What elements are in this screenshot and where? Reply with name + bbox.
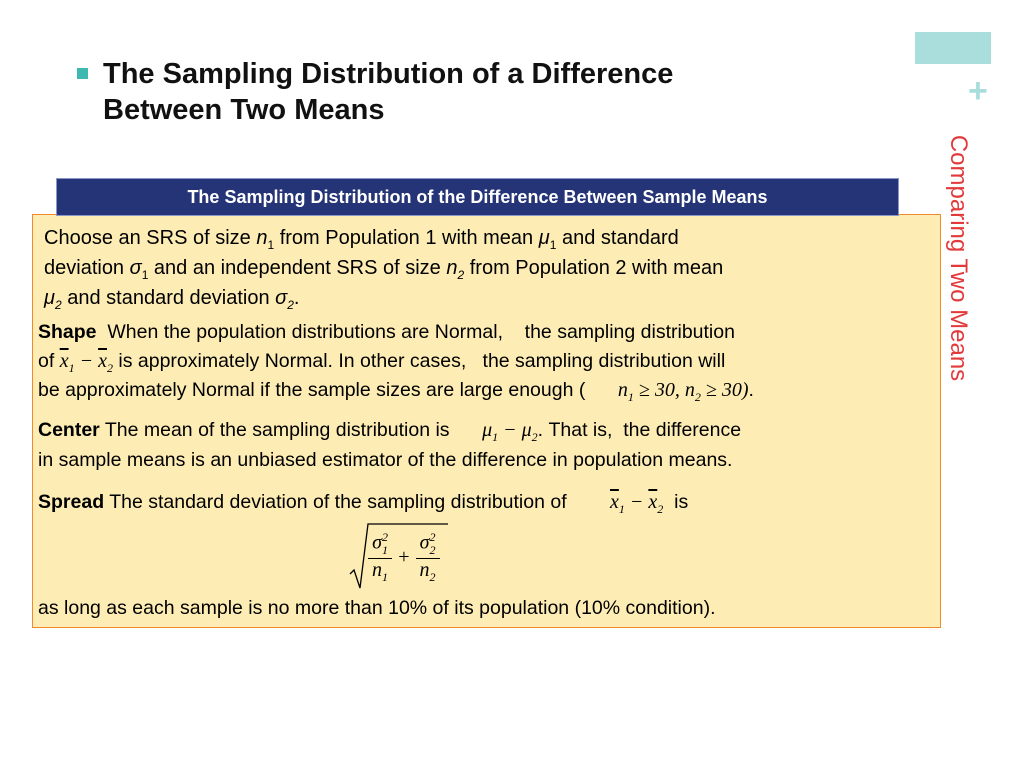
shape-label: Shape — [38, 321, 97, 343]
center-line-1: Center The mean of the sampling distribution is $\mu_1 - \mu_2$. That is, the difference — [38, 419, 742, 444]
spread-label: Spread — [38, 491, 105, 513]
spread-condition: as long as each sample is no more than 10% of its population (10% condition). — [38, 597, 716, 619]
bullet-icon — [77, 68, 88, 79]
shape-line-3: be approximately Normal if the sample sizes are large enough ( $n_1 \ge 30$, $n_2 \ge 30$). — [38, 379, 754, 404]
heading-line-2: Between Two Means — [103, 94, 385, 126]
xbar-diff-formula-2: $\overline{x}_1 - \overline{x}_2$ — [609, 491, 664, 516]
shape-line-2: of $\overline{x}_1 - \overline{x}_2$ is approximately Normal. In other cases, the sampling distribution will — [38, 350, 726, 375]
heading-line-1: The Sampling Distribution of a Difference — [103, 58, 674, 90]
spread-line-1: Spread The standard deviation of the sampling distribution of $\overline{x}_1 - \overline{x}_2$ is — [38, 491, 689, 516]
shape-line-1: Shape When the population distributions are Normal, the sampling distribution — [38, 321, 735, 343]
slide-heading — [103, 56, 673, 128]
intro-line-2: deviation $\sigma_1$ and an independent SRS of size $n_2$ from Population 2 with mean — [44, 257, 724, 282]
center-label: Center — [38, 419, 100, 441]
box-banner: The Sampling Distribution of the Difference Between Sample Means — [56, 178, 899, 216]
intro-line-1: Choose an SRS of size $n_1$ from Population 1 with mean $\mu_1$ and standard — [44, 227, 679, 252]
sample-size-condition: $n_1 \ge 30$, $n_2 \ge 30$) — [617, 379, 749, 404]
mean-diff-formula: $\mu_1 - \mu_2$ — [482, 419, 538, 444]
side-title: Comparing Two Means — [945, 134, 972, 382]
variance-fractions: $\frac{\sigma^2_1}{n_1}$ + $\frac{\sigma^2_2}{n_2}$ — [368, 530, 440, 585]
plus-icon: + — [968, 72, 988, 110]
sd-formula — [348, 520, 458, 592]
center-line-2: in sample means is an unbiased estimator of the difference in population means. — [38, 449, 733, 471]
accent-block — [915, 32, 991, 64]
intro-line-3: $\mu_2$ and standard deviation $\sigma_2$. — [44, 287, 300, 312]
xbar-diff-formula: $\overline{x}_1 - \overline{x}_2$ — [59, 350, 113, 375]
